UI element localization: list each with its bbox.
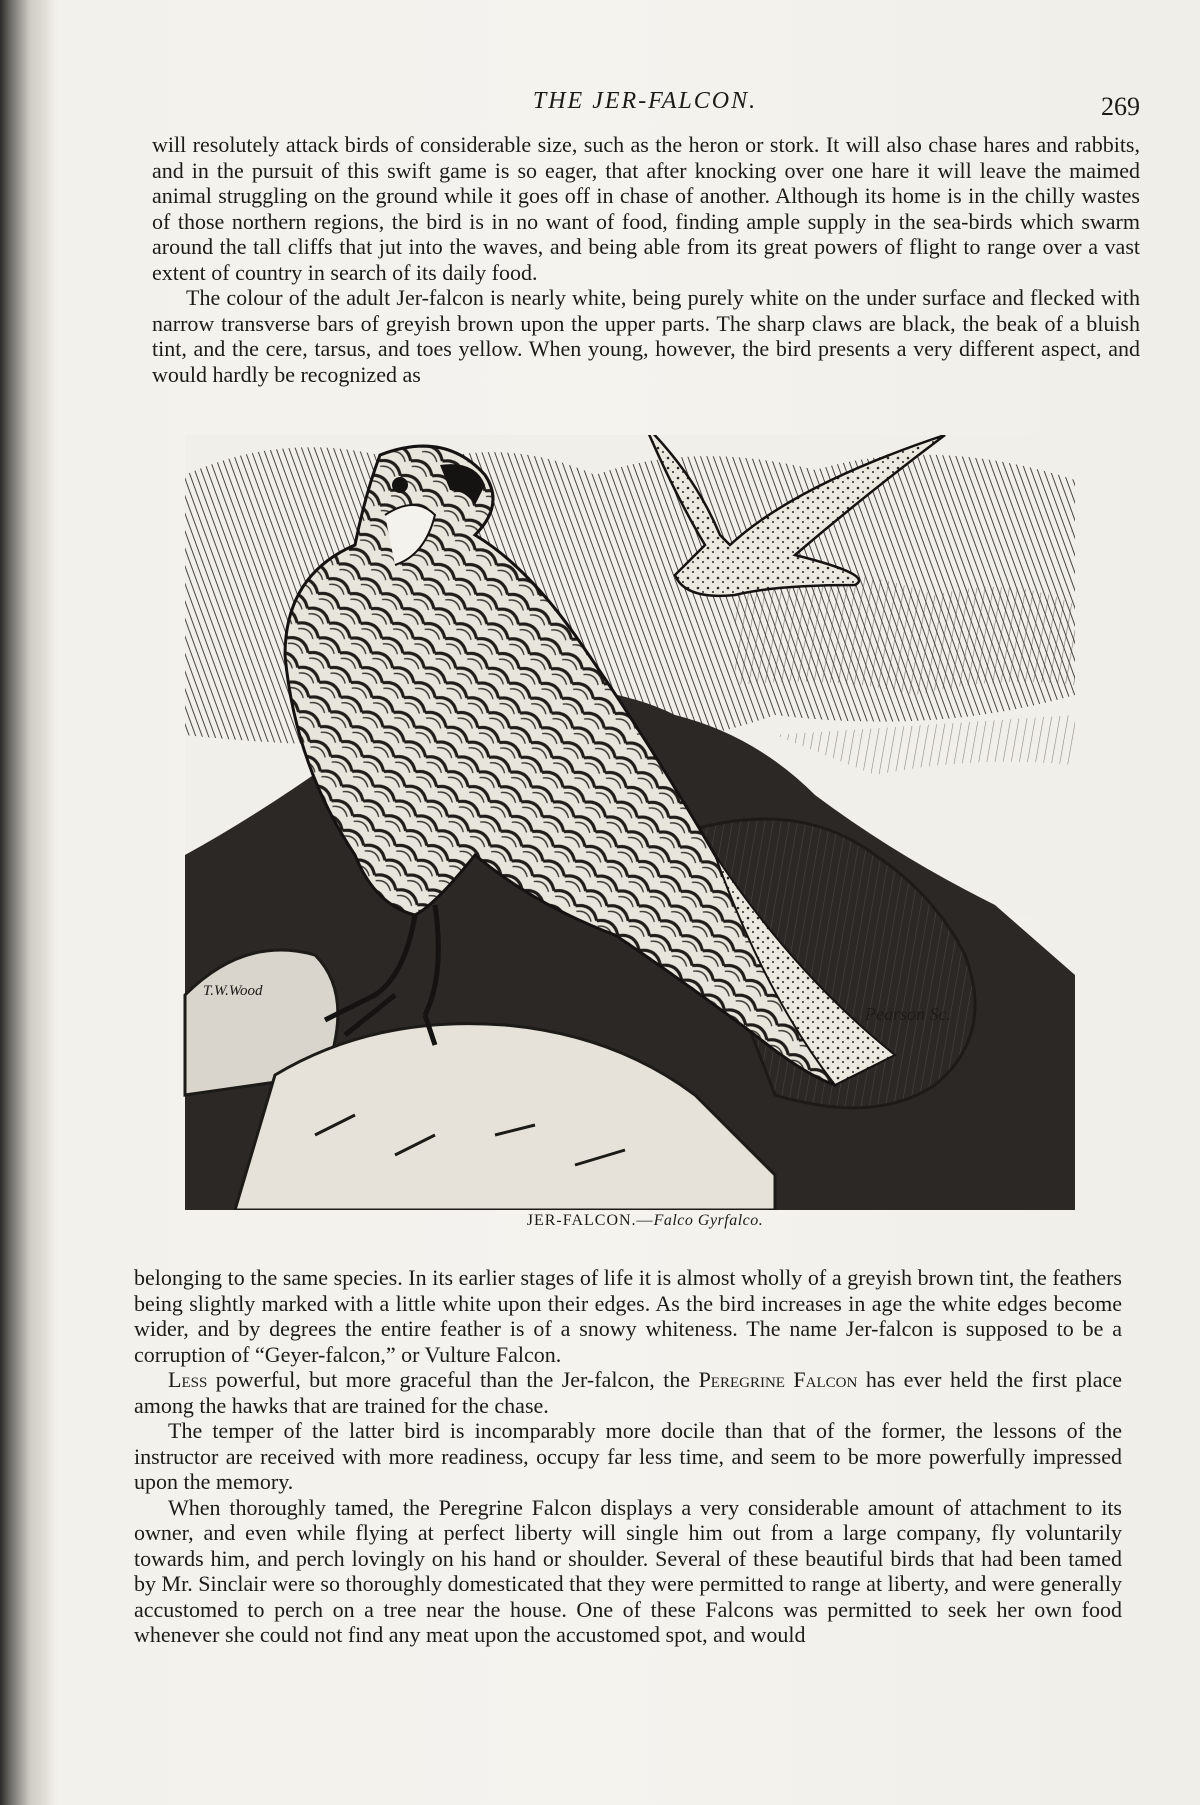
caption-label: JER-FALCON.— bbox=[526, 1212, 654, 1229]
signature-right: Pearson Sc. bbox=[865, 1004, 951, 1024]
paragraph-young-bird: belonging to the same species. In its earlier stages of life it is almost wholly of a greyish brown tint, the feathers being slightly marked with a little white upon their edges. As the bird increases in age the white edges become wider, and by degrees the entire feather is of a snowy whiteness. The name Jer-falcon is supposed to be a corruption of “Geyer-falcon,” or Vulture Falcon. bbox=[134, 1265, 1122, 1367]
page-number: 269 bbox=[1101, 92, 1140, 121]
peregrine-intro-text-b: has ever held the first place among the hawks that are trained for the chase. bbox=[134, 1367, 1123, 1418]
engraving-illustration bbox=[175, 435, 1115, 1210]
paragraph-temper: The temper of the latter bird is incomparably more docile than that of the former, the lessons of the instructor are received with more readiness, occupy far less time, and seem to be more powerfully impressed upon the memory. bbox=[134, 1418, 1122, 1494]
falcon-eye bbox=[392, 477, 408, 493]
running-title: THE JER-FALCON. bbox=[532, 88, 758, 114]
paragraph-continued: will resolutely attack birds of considerable size, such as the heron or stork. It will also chase hares and rabbits, and in the pursuit of this swift game is so eager, that after knocking over one hare it will leave the maimed animal struggling on the ground while it goes off in chase of another. Although its home is in the chilly wastes of those northern regions, the bird is in no want of food, finding ample supply in the sea-birds which swarm around the tall cliffs that jut into the waves, and being able from its great powers of flight to range over a vast extent of country in search of its daily food. bbox=[152, 132, 1140, 285]
caption-latin-name: Falco Gyrfalco. bbox=[653, 1212, 764, 1229]
paragraph-peregrine-intro bbox=[134, 1367, 1122, 1418]
paragraph-tamed: When thoroughly tamed, the Peregrine Falcon displays a very considerable amount of attachment to its owner, and even while flying at perfect liberty will single him out from a large company, fly voluntarily towards him, and perch lovingly on his hand or shoulder. Several of these beautiful birds that had been tamed by Mr. Sinclair were so thoroughly domesticated that they were permitted to range at liberty, and were generally accustomed to perch on a tree near the house. One of these Falcons was permitted to seek her own food whenever she could not find any meat upon the accustomed spot, and would bbox=[134, 1494, 1122, 1647]
paragraph-adult-colour: The colour of the adult Jer-falcon is nearly white, being purely white on the under surface and flecked with narrow transverse bars of greyish brown upon the upper parts. The sharp claws are black, the beak of a bluish tint, and the cere, tarsus, and toes yellow. When young, however, the bird presents a very different aspect, and would hardly be recognized as bbox=[152, 285, 1140, 387]
jer-falcon-engraving bbox=[175, 435, 1115, 1210]
drop-word: Less bbox=[168, 1367, 208, 1392]
peregrine-falcon-name: Peregrine Falcon bbox=[698, 1367, 858, 1392]
book-spine-shadow bbox=[0, 0, 55, 1805]
body-text-bottom bbox=[134, 1265, 1122, 1648]
figure-caption bbox=[150, 1212, 1140, 1230]
peregrine-intro-text-a: powerful, but more graceful than the Jer-falcon, the bbox=[207, 1367, 699, 1392]
body-text-top bbox=[152, 132, 1140, 387]
signature-left: T.W.Wood bbox=[203, 983, 263, 999]
running-head bbox=[150, 88, 1140, 122]
